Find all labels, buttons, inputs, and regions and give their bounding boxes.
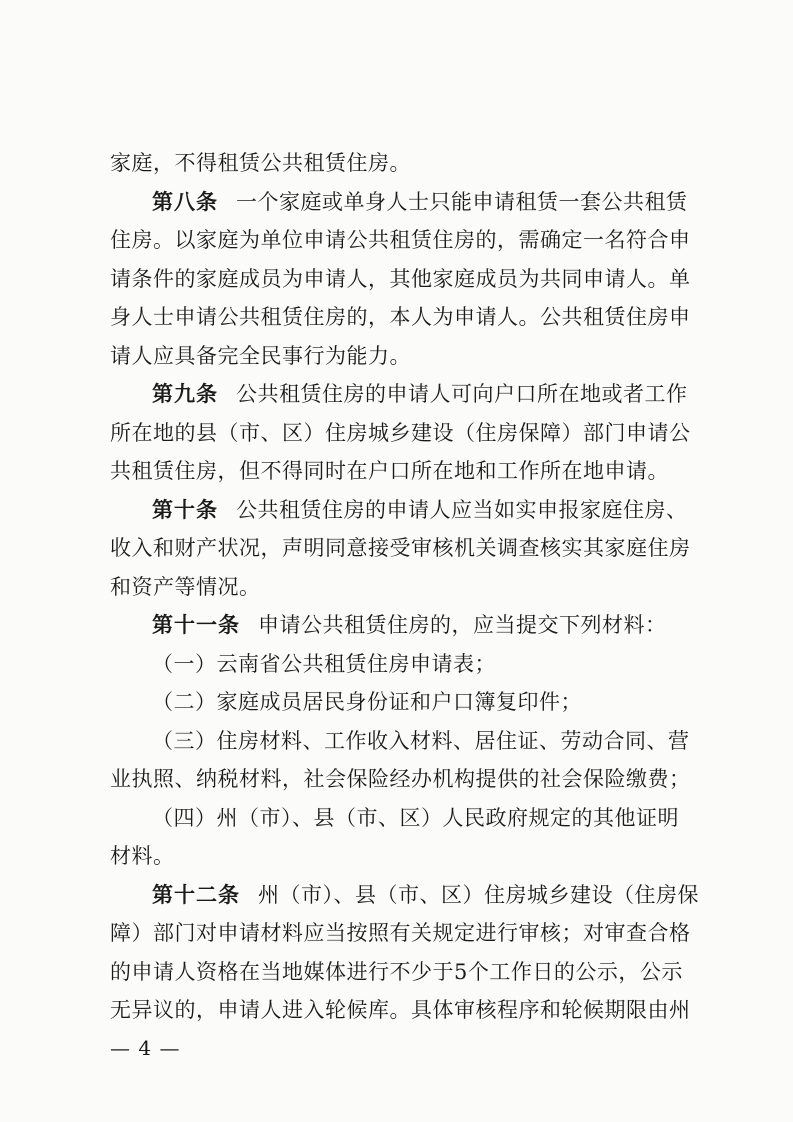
list-item: （三）住房材料、工作收入材料、居住证、劳动合同、营	[152, 728, 690, 753]
article-text: 公共租赁住房的申请人可向户口所在地或者工作	[236, 382, 688, 406]
page-number: — 4 —	[110, 1036, 181, 1060]
text-line: 障）部门对申请材料应当按照有关规定进行审核；对审查合格	[110, 921, 691, 945]
text-line: 收入和财产状况，声明同意接受审核机关调查核实其家庭住房	[110, 536, 691, 560]
article-heading: 第十条	[152, 496, 218, 522]
article-8-first-line	[152, 184, 688, 220]
article-12-first-line	[152, 877, 699, 913]
article-heading: 第八条	[152, 188, 218, 214]
text-line: 所在地的县（市、区）住房城乡建设（住房保障）部门申请公	[110, 420, 691, 445]
article-heading: 第十一条	[152, 612, 240, 637]
article-heading: 第十二条	[152, 881, 240, 907]
list-item: （二）家庭成员居民身份证和户口簿复印件；	[152, 690, 582, 714]
article-text: 一个家庭或单身人士只能申请租赁一套公共租赁	[236, 189, 688, 214]
text-line: 身人士申请公共租赁住房的，本人为申请人。公共租赁住房申	[110, 305, 691, 329]
text-line: 无异议的，申请人进入轮候库。具体审核程序和轮候期限由州	[110, 998, 691, 1022]
article-text: 公共租赁住房的申请人应当如实申报家庭住房、	[236, 497, 688, 522]
article-heading: 第九条	[152, 381, 218, 406]
text-line: 业执照、纳税材料，社会保险经办机构提供的社会保险缴费；	[110, 767, 691, 791]
text-line: 家庭，不得租赁公共租赁住房。	[110, 151, 411, 175]
list-item: （一）云南省公共租赁住房申请表；	[152, 651, 496, 676]
text-line: 住房。以家庭为单位申请公共租赁住房的，需确定一名符合申	[110, 228, 691, 252]
text-line: 材料。	[110, 844, 175, 868]
article-9-first-line	[152, 376, 688, 412]
article-10-first-line	[152, 492, 688, 528]
text-line: 共租赁住房，但不得同时在户口所在地和工作所在地申请。	[110, 459, 669, 483]
article-text: 申请公共租赁住房的，应当提交下列材料：	[258, 613, 667, 637]
article-text: 州（市）、县（市、区）住房城乡建设（住房保	[258, 882, 699, 907]
list-item: （四）州（市）、县（市、区）人民政府规定的其他证明	[152, 805, 679, 830]
text-line: 和资产等情况。	[110, 574, 261, 599]
text-line: 请条件的家庭成员为申请人，其他家庭成员为共同申请人。单	[110, 266, 691, 291]
article-11-first-line	[152, 607, 688, 643]
text-line: 请人应具备完全民事行为能力。	[110, 343, 411, 368]
text-line: 的申请人资格在当地媒体进行不少于5个工作日的公示，公示	[110, 959, 683, 984]
